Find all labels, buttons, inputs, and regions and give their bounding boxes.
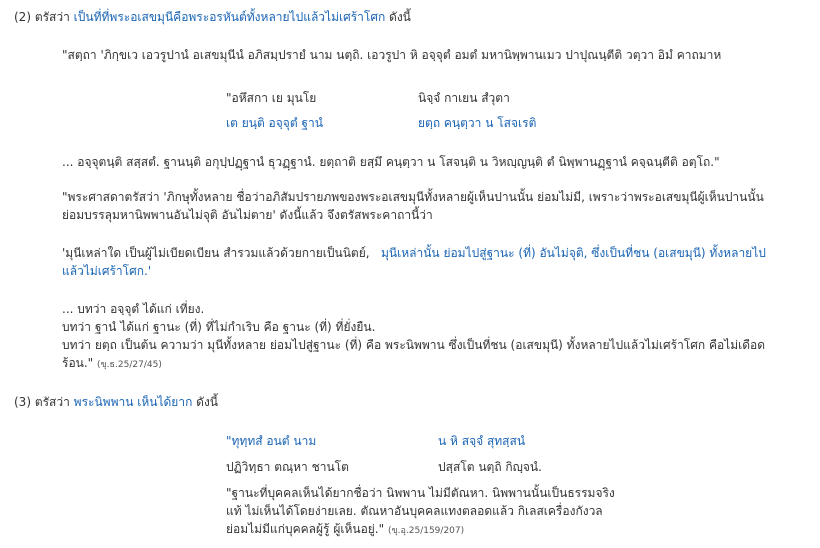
thai-verse-blue-1: มุนีเหล่านั้น ย่อมไปสู่ฐานะ (ที่) อันไม่จุติ, ซึ่งเป็นที่ชน (อเสขมุนี) ทั้งหลายไป: [381, 246, 766, 260]
verse-1-line-1-left: "อหึสกา เย มุนโย: [226, 91, 317, 105]
verse-1-line-2-right: ยตฺถ คนฺตฺวา น โสจเรติ: [418, 116, 537, 130]
section-3-heading: [14, 393, 218, 411]
section-2-suffix: ดังนี้: [385, 10, 411, 24]
verse-2-line-2-left: ปฏิวิทฺธา ตณฺหา ชานโต: [226, 460, 349, 474]
section-2-number: (2) ตรัสว่า: [14, 10, 74, 24]
reference-1: (ขุ.ธ.25/27/45): [97, 360, 162, 370]
section-3-title: พระนิพพาน เห็นได้ยาก: [73, 395, 193, 409]
pali-paragraph-1: "สตฺถา 'ภิกฺขเว เอวรูปานํ อเสขมุนีนํ อภิสมฺปรายํ นาม นตฺถิ. เอวรูปา หิ อจฺจุตํ อมตํ มหานิพฺพานเมว ปาปุณนฺตีติ วตฺวา อิมํ คาถมาห: [62, 48, 722, 62]
thai-verse-line-2: แล้วไม่เศร้าโศก.': [62, 264, 152, 278]
explanation-line-3: บทว่า ยตฺถ เป็นต้น ความว่า มุนีทั้งหลาย ย่อมไปสู่ฐานะ (ที่) คือ พระนิพพาน ซึ่งเป็นที่ชน (อเสขมุนี) ทั้งหลายไปแล้วไม่เศร้าโศก คือไม่เดือด: [62, 338, 766, 352]
explanation-end: ร้อน.": [62, 356, 98, 370]
reference-2: (ขุ.อุ.25/159/207): [387, 526, 465, 536]
verse-1-line-1-right: นิจฺจํ กาเยน สํวุตา: [418, 91, 510, 105]
thai-translation-2-line-2: แท้ ไม่เห็นได้โดยง่ายเลย. ตัณหาอันบุคคลแทงตลอดแล้ว กิเลสเครื่องกังวล: [226, 504, 603, 518]
thai-translation-2-line-3: [226, 520, 464, 540]
thai-translation-2-line-1: "ฐานะที่บุคคลเห็นได้ยากชื่อว่า นิพพาน ไม่มีตัณหา. นิพพานนั้นเป็นธรรมจริง: [226, 486, 615, 500]
explanation-line-1: ... บทว่า อจฺจุตํ ได้แก่ เที่ยง.: [62, 302, 205, 316]
pali-paragraph-2: ... อจฺจุตนฺติ สสฺสตํ. ฐานนฺติ อกุปฺปฏฺฐานํ ธุวฏฺฐานํ. ยตฺถาติ ยสฺมึ คนฺตฺวา น โสจนฺติ น วิหญฺญนฺติ ตํ นิพฺพานฏฺฐานํ คจฺฉนฺตีติ อตฺโถ.": [62, 155, 720, 169]
thai-translation-1-line-2: ย่อมบรรลุมหานิพพานอันไม่จุติ อันไม่ตาย' ดังนี้แล้ว จึงตรัสพระคาถานี้ว่า: [62, 208, 433, 222]
verse-2-line-1-left: "ทุทฺทสํ อนตํ นาม: [226, 434, 317, 448]
section-3-suffix: ดังนี้: [192, 395, 219, 409]
verse-1-line-2-left: เต ยนฺติ อจฺจุตํ ฐานํ: [226, 116, 323, 130]
section-3-number: (3) ตรัสว่า: [14, 395, 74, 409]
verse-2-line-1-right: น หิ สจฺจํ สุทสฺสนํ: [438, 434, 526, 448]
section-2-title: เป็นที่ที่พระอเสขมุนีคือพระอรหันต์ทั้งหลายไปแล้วไม่เศร้าโศก: [73, 10, 386, 24]
explanation-line-4: [62, 354, 162, 374]
section-2-heading: [14, 8, 411, 26]
verse-2-line-2-right: ปสฺสโต นตฺถิ กิญฺจนํ.: [438, 460, 542, 474]
thai-verse-line-1: [62, 244, 766, 262]
thai-translation-1-line-1: "พระศาสดาตรัสว่า 'ภิกษุทั้งหลาย ชื่อว่าอภิสัมปรายภพของพระอเสขมุนีทั้งหลายผู้เห็นปานนั้น ย่อมไม่มี, เพราะว่าพระอเสขมุนีผู้เห็นปานนั้น: [62, 190, 764, 204]
explanation-line-2: บทว่า ฐานํ ได้แก่ ฐานะ (ที่) ที่ไม่กำเริบ คือ ฐานะ (ที่) ที่ยั่งยืน.: [62, 320, 376, 334]
thai-verse-plain: 'มุนีเหล่าใด เป็นผู้ไม่เบียดเบียน สำรวมแล้วด้วยกายเป็นนิตย์,: [62, 246, 370, 260]
thai-translation-2-end: ย่อมไม่มีแก่บุคคลผู้รู้ ผู้เห็นอยู่.": [226, 522, 388, 536]
